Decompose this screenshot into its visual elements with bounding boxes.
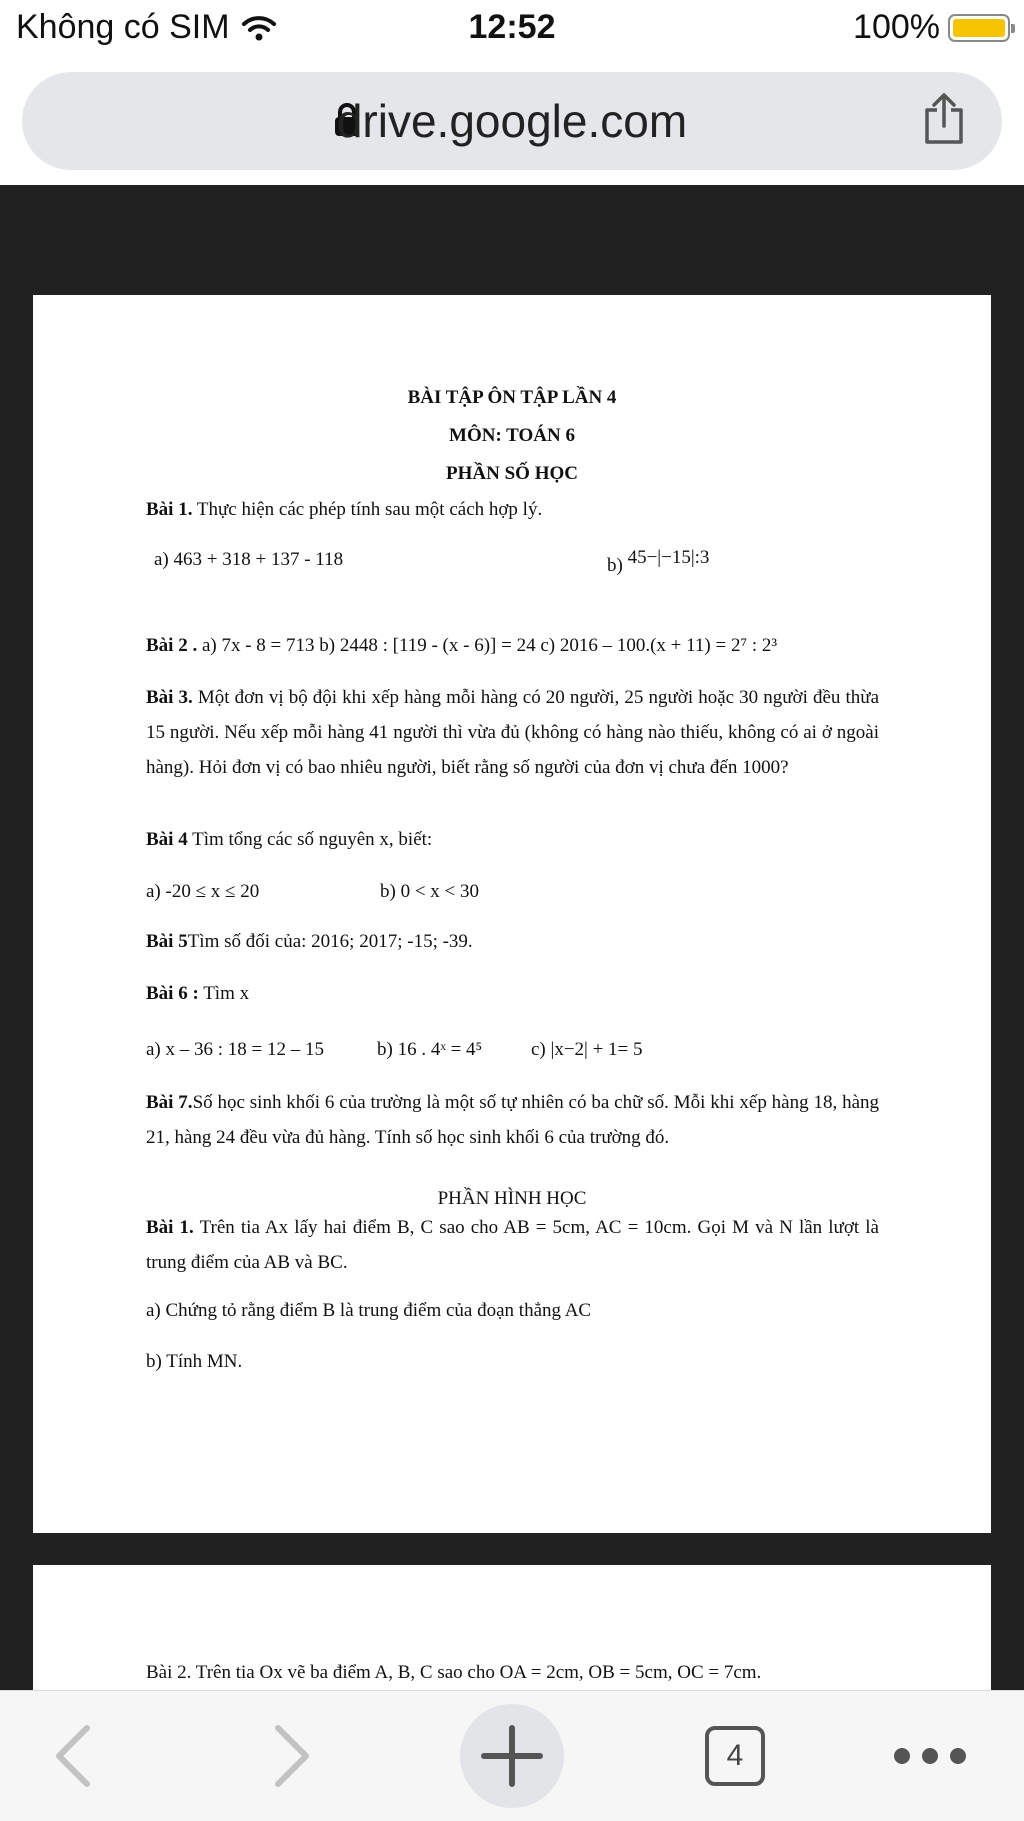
bai1-part-b bbox=[607, 547, 710, 576]
hinh-bai1 bbox=[146, 1210, 879, 1280]
section-heading-geometry: PHẦN HÌNH HỌC bbox=[437, 1188, 587, 1209]
more-menu-button[interactable] bbox=[890, 1691, 970, 1821]
bai6-label: Bài 6 : bbox=[146, 983, 199, 1004]
bai2 bbox=[146, 635, 777, 657]
chevron-left-icon bbox=[53, 1724, 93, 1788]
bai7-text: Số học sinh khối 6 của trường là một số tự nhiên có ba chữ số. Mỗi khi xếp hàng 18, hàng 21, hàng 24 đều vừa đủ hàng. Tính số học sinh khối 6 của trường đó. bbox=[146, 1092, 879, 1148]
bai2-text: a) 7x - 8 = 713 b) 2448 : [119 - (x - 6)] = 24 c) 2016 – 100.(x + 11) = 2⁷ : 2³ bbox=[197, 635, 778, 656]
bai1-b-prefix: b) bbox=[607, 555, 623, 576]
bai5-label: Bài 5 bbox=[146, 931, 188, 952]
bai7-label: Bài 7. bbox=[146, 1092, 193, 1113]
bai7 bbox=[146, 1085, 879, 1155]
new-tab-circle bbox=[460, 1704, 564, 1808]
forward-button[interactable] bbox=[247, 1691, 337, 1821]
battery-status bbox=[853, 8, 1010, 47]
section-heading-arithmetic: PHẦN SỐ HỌC bbox=[446, 463, 578, 484]
hinh-bai1-part-b: b) Tính MN. bbox=[146, 1351, 243, 1372]
bai3-label: Bài 3. bbox=[146, 687, 193, 708]
share-icon[interactable] bbox=[922, 92, 966, 146]
page2-first-line bbox=[146, 1662, 846, 1683]
bai4-part-a: a) -20 ≤ x ≤ 20 bbox=[146, 881, 260, 902]
bai3-text: Một đơn vị bộ đội khi xếp hàng mỗi hàng có 20 người, 25 người hoặc 30 người đều thừa 15 người. Nếu xếp mỗi hàng 41 người thì vừa đủ (không có hàng nào thiếu, không có ai ở ngoài hàng). Hỏi đơn vị có bao nhiêu người, biết rằng số người của đơn vị chưa đến 1000? bbox=[146, 687, 880, 778]
bai4-heading bbox=[146, 829, 432, 851]
bai1-b-expression: 45−|−15|:3 bbox=[627, 547, 710, 568]
clock: 12:52 bbox=[468, 8, 556, 46]
bai4-text: Tìm tổng các số nguyên x, biết: bbox=[187, 829, 433, 850]
hinh-bai1-label: Bài 1. bbox=[146, 1217, 194, 1238]
hinh-bai1-text: Trên tia Ax lấy hai điểm B, C sao cho AB = 5cm, AC = 10cm. Gọi M và N lần lượt là trung điểm của AB và BC. bbox=[146, 1217, 879, 1273]
bai5 bbox=[146, 931, 473, 953]
tab-count: 4 bbox=[705, 1726, 765, 1786]
back-button[interactable] bbox=[28, 1691, 118, 1821]
bai6-part-c: c) |x−2| + 1= 5 bbox=[531, 1039, 643, 1060]
tab-switcher-button[interactable] bbox=[700, 1691, 770, 1821]
document-page-1 bbox=[33, 295, 991, 1533]
bai2-label: Bài 2 . bbox=[146, 635, 198, 656]
new-tab-button[interactable] bbox=[460, 1691, 564, 1821]
more-icon bbox=[892, 1746, 968, 1766]
bai4-label: Bài 4 bbox=[146, 829, 188, 850]
bai1-label: Bài 1. bbox=[146, 499, 193, 520]
document-title: BÀI TẬP ÔN TẬP LẦN 4 bbox=[407, 387, 617, 408]
bai1-text: Thực hiện các phép tính sau một cách hợp lý. bbox=[192, 499, 543, 520]
bai6-heading bbox=[146, 983, 249, 1005]
bai1-part-a: a) 463 + 318 + 137 - 118 bbox=[154, 549, 344, 570]
plus-icon bbox=[480, 1724, 544, 1788]
battery-icon bbox=[948, 14, 1010, 42]
bai6-part-a: a) x – 36 : 18 = 12 – 15 bbox=[146, 1039, 325, 1060]
bai3 bbox=[146, 680, 879, 785]
bai4-part-b: b) 0 < x < 30 bbox=[380, 881, 480, 902]
bai5-text: Tìm số đối của: 2016; 2017; -15; -39. bbox=[187, 931, 473, 952]
browser-toolbar bbox=[0, 1690, 1024, 1821]
document-viewer[interactable] bbox=[0, 185, 1024, 1690]
status-bar bbox=[0, 0, 1024, 60]
address-bar[interactable] bbox=[22, 72, 1002, 170]
bai6-part-b: b) 16 . 4ˣ = 4⁵ bbox=[377, 1039, 483, 1060]
battery-percent: 100% bbox=[853, 8, 940, 46]
hinh-bai1-part-a: a) Chứng tỏ rằng điểm B là trung điểm của đoạn thẳng AC bbox=[146, 1300, 592, 1321]
bai6-text: Tìm x bbox=[198, 983, 250, 1004]
page2-text: Bài 2. Trên tia Ox vẽ ba điểm A, B, C sao cho OA = 2cm, OB = 5cm, OC = 7cm. bbox=[146, 1662, 762, 1683]
document-subject: MÔN: TOÁN 6 bbox=[449, 425, 575, 446]
carrier-label: Không có SIM bbox=[16, 8, 230, 46]
bai1-heading bbox=[146, 499, 542, 521]
url-text[interactable]: drive.google.com bbox=[336, 95, 688, 147]
chevron-right-icon bbox=[272, 1724, 312, 1788]
